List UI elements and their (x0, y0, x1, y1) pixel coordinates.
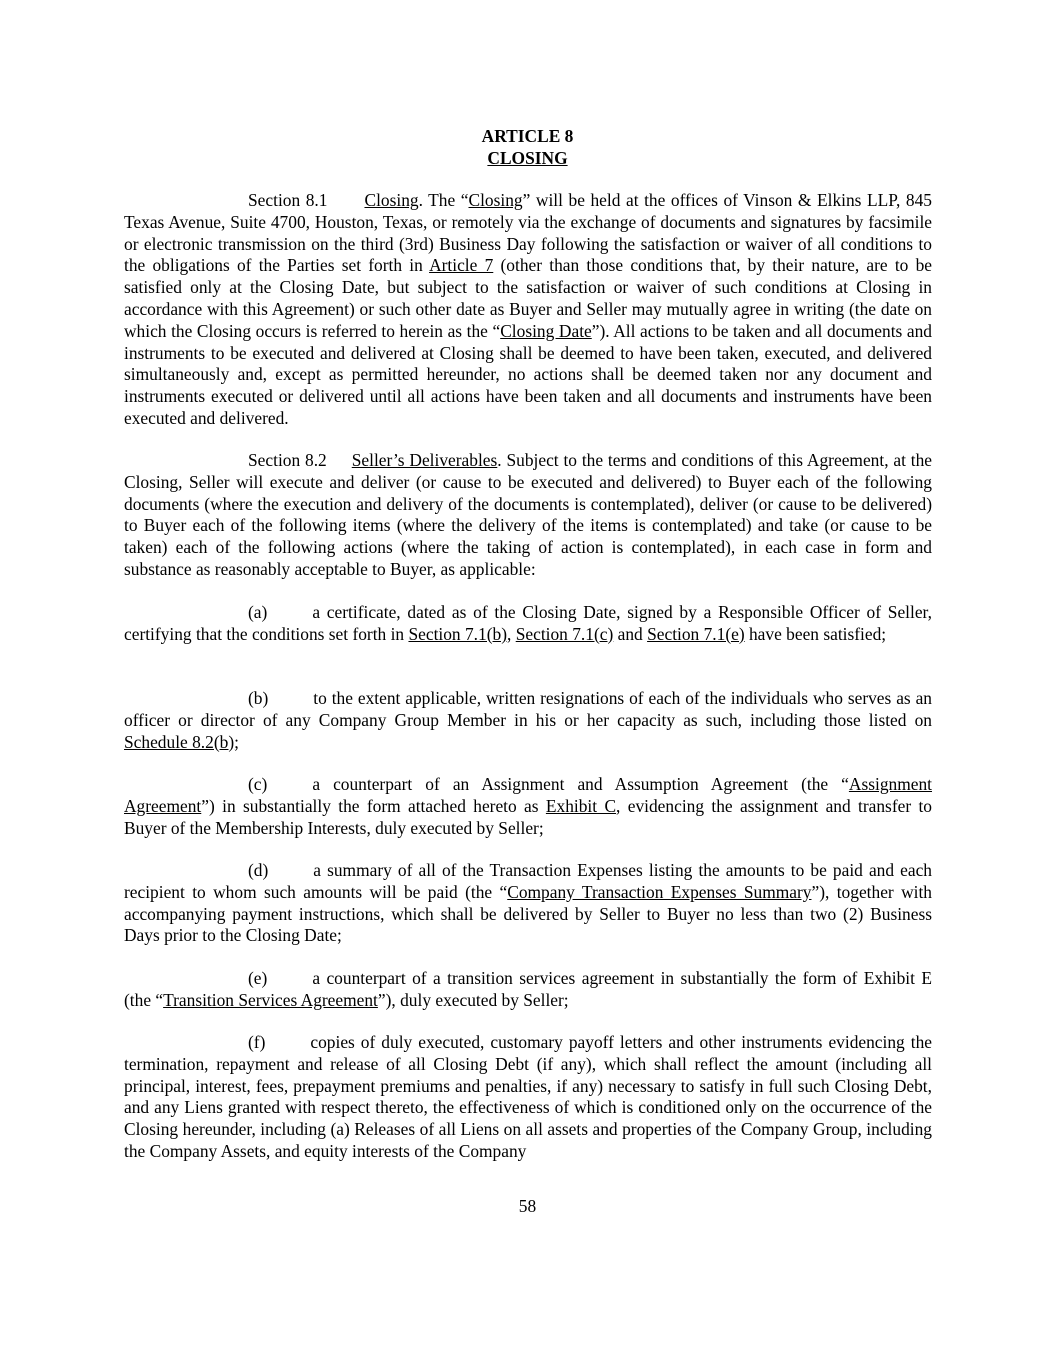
article-heading (0, 125, 1055, 169)
section-8-1: Section 8.1 Closing. The “Closing” will be held at the offices of Vinson & Elkins LLP, 845 Texas Avenue, Suite 4700, Houston, Texas, or remotely via the exchange of documents and signatures by facsimile or electronic transmission on the third (3rd) Business Day following the satisfaction or waiver of all conditions to the obligations of the Parties set forth in Article 7 (other than those conditions that, by their nature, are to be satisfied only at the Closing Date, but subject to the satisfaction or waiver of such conditions at Closing in accordance with this Agreement) or such other date as Buyer and Seller may mutually agree in writing (the date on which the Closing occurs is referred to herein as the “Closing Date”). All actions to be taken and all documents and instruments to be executed and delivered at Closing shall be deemed to have been taken, executed, and delivered simultaneously and, except as permitted hereunder, no actions shall be deemed taken nor any document and instruments executed or delivered until all actions have been taken and all documents and instruments have been executed and delivered. (124, 190, 933, 428)
clause-f: (f) copies of duly executed, customary payoff letters and other instruments evidencing the termination, repayment and release of all Closing Debt (if any), which shall reflect the amount (including all principal, interest, fees, prepayment premiums and penalties, if any) necessary to satisfy in full such Closing Debt, and any Liens granted with respect thereto, the effectiveness of which is conditioned only on the occurrence of the Closing hereunder, including (a) Releases of all Liens on all assets and properties of the Company Group, including the Company Assets, and equity interests of the Company (124, 1032, 932, 1161)
clause-label: (e) (248, 968, 268, 988)
cross-reference: Section 7.1(c) (515, 623, 614, 644)
cross-reference: Section 7.1(e) (647, 623, 745, 644)
clause-e: (e) a counterpart of a transition services agreement in substantially the form of Exhibit E (the “Transition Services Agreement”), duly executed by Seller; (124, 968, 932, 1010)
clause-c: (c) a counterpart of an Assignment and Assumption Agreement (the “Assignment Agreement”) in substantially the form attached hereto as Exhibit C, evidencing the assignment and transfer to Buyer of the Membership Interests, duly executed by Seller; (124, 774, 932, 838)
clause-b: (b) to the extent applicable, written resignations of each of the individuals who serves as an officer or director of any Company Group Member in his or her capacity as such, including those listed on Schedule 8.2(b); (124, 688, 932, 752)
clause-label: (a) (248, 602, 268, 622)
cross-reference: Section 7.1(b) (408, 623, 507, 644)
section-8-2: Section 8.2 Seller’s Deliverables. Subject to the terms and conditions of this Agreement, at the Closing, Seller will execute and deliver (or cause to be executed and delivered) to Buyer each of the following documents (where the execution and delivery of the documents is contemplated), deliver (or cause to be delivered) to Buyer each of the following items (where the delivery of the items is contemplated) and take (or cause to be taken) each of the following actions (where the taking of action is contemplated), in each case in form and substance as reasonably acceptable to Buyer, as applicable: (124, 450, 933, 579)
clause-label: (c) (248, 774, 268, 794)
section-heading: Seller’s Deliverables (351, 450, 498, 470)
defined-term: Assignment Agreement (124, 774, 932, 816)
page-number: 58 (518, 1196, 537, 1216)
defined-term: Transition Services Agreement (163, 989, 378, 1010)
clause-label: (f) (248, 1032, 266, 1052)
defined-term: Closing Date (500, 320, 592, 341)
section-label: Section 8.1 (248, 190, 328, 210)
defined-term: Closing (468, 190, 523, 210)
clause-a: (a) a certificate, dated as of the Closing Date, signed by a Responsible Officer of Seller, certifying that the conditions set forth in Section 7.1(b), Section 7.1(c) and Section 7.1(e) have been satisfied; (124, 602, 932, 644)
article-title: CLOSING (487, 148, 568, 168)
cross-reference: Exhibit C (545, 795, 617, 816)
defined-term: Company Transaction Expenses Summary (507, 881, 812, 902)
cross-reference: Schedule 8.2(b) (124, 731, 235, 752)
section-heading: Closing (364, 190, 419, 210)
article-number: ARTICLE 8 (481, 126, 574, 146)
section-label: Section 8.2 (248, 450, 327, 470)
clause-label: (b) (248, 688, 269, 708)
clause-label: (d) (248, 860, 269, 880)
clause-d: (d) a summary of all of the Transaction Expenses listing the amounts to be paid and each recipient to whom such amounts will be paid (the “Company Transaction Expenses Summary”), together with accompanying payment instructions, which shall be delivered by Seller to Buyer no less than two (2) Business Days prior to the Closing Date; (124, 860, 932, 946)
cross-reference: Article 7 (429, 255, 494, 276)
